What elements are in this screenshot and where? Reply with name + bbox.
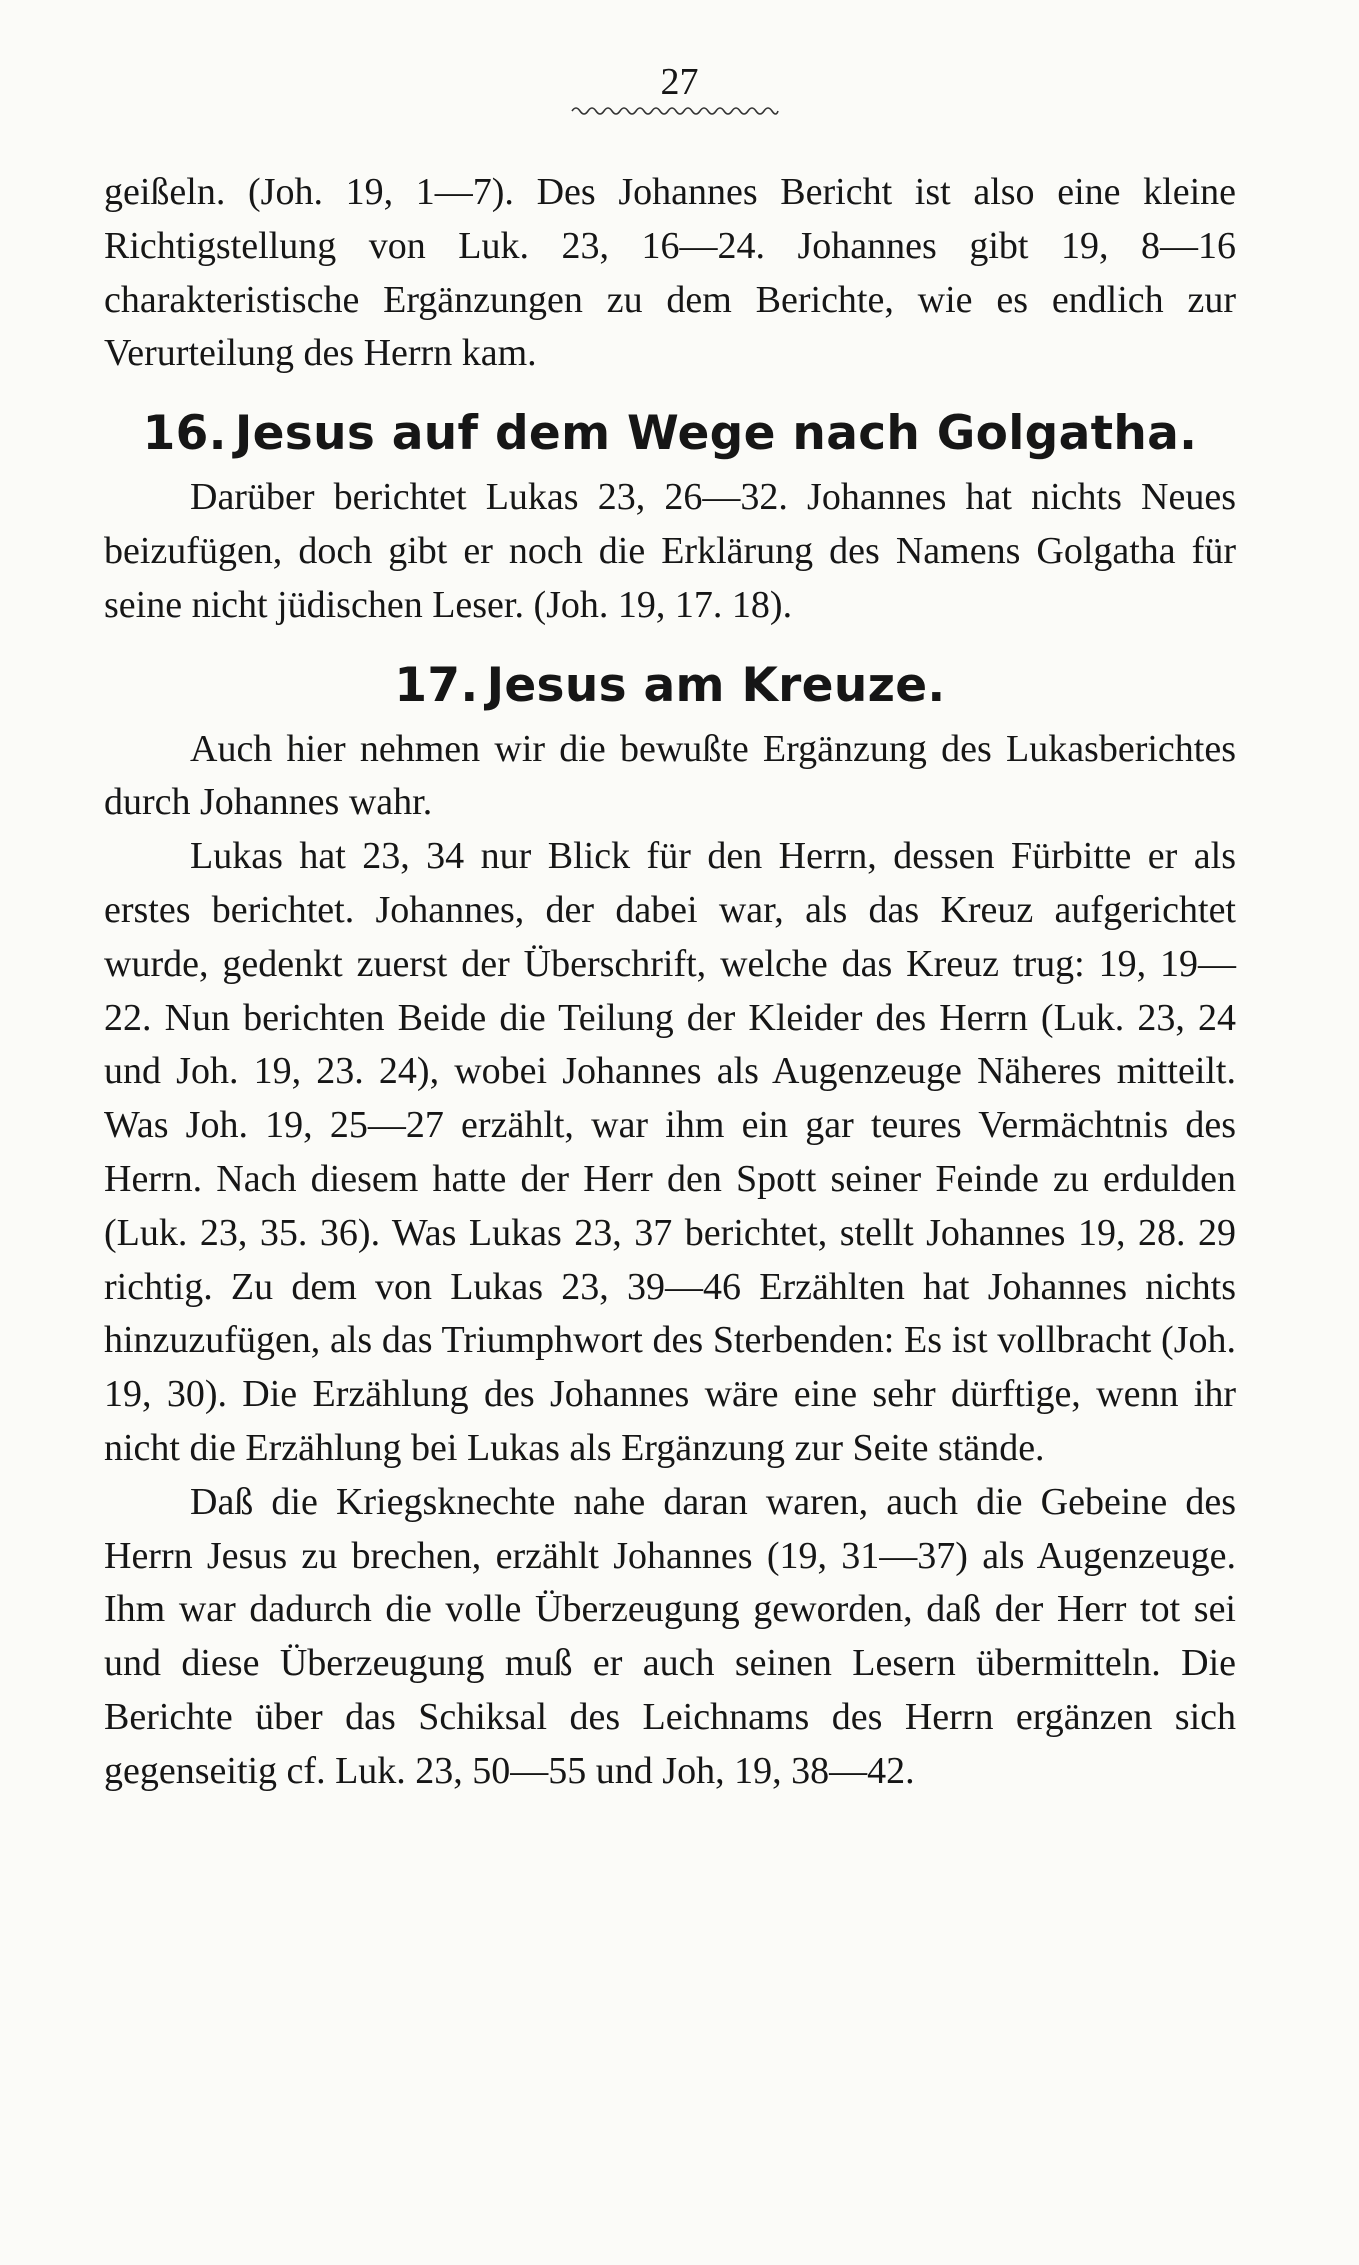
page-text bbox=[104, 166, 1236, 1799]
section-17-paragraph: Auch hier nehmen wir die bewußte Ergänzung des Lukasberichtes durch Johannes wahr. bbox=[104, 727, 1236, 824]
section-17-paragraph: Lukas hat 23, 34 nur Blick für den Herrn, dessen Fürbitte er als erstes berichtet. Johannes, der dabei war, als das Kreuz aufgerichtet wurde, gedenkt zuerst der Überschrift, welche das Kreuz trug: 19, 19—22. Nun berichten Beide die Teilung der Kleider des Herrn (Luk. 23, 24 und Joh. 19, 23. 24), wobei Johannes als Augenzeuge Näheres mitteilt. Was Joh. 19, 25—27 erzählt, war ihm ein gar teures Vermächtnis des Herrn. Nach diesem hatte der Herr den Spott seiner Feinde zu erdulden (Luk. 23, 35. 36). Was Lukas 23, 37 berichtet, stellt Johannes 19, 28. 29 richtig. Zu dem von Lukas 23, 39—46 Erzählten hat Johannes nichts hinzuzufügen, als das Triumphwort des Sterbenden: Es ist vollbracht (Joh. 19, 30). Die Erzählung des Johannes wäre eine sehr dürftige, wenn ihr nicht die Erzählung bei Lukas als Ergänzung zur Seite stände. bbox=[104, 835, 1236, 1469]
section-16-paragraph: Darüber berichtet Lukas 23, 26—32. Johannes hat nichts Neues beizufügen, doch gibt er noch die Erklärung des Namens Golgatha für seine nicht jüdischen Leser. (Joh. 19, 17. 18). bbox=[104, 476, 1236, 626]
section-17-paragraph: Daß die Kriegsknechte nahe daran waren, auch die Gebeine des Herrn Jesus zu brechen, erzählt Johannes (19, 31—37) als Augenzeuge. Ihm war dadurch die volle Überzeugung geworden, daß der Herr tot sei und diese Überzeugung muß er auch seinen Lesern übermitteln. Die Berichte über das Schiksal des Leichnams des Herrn ergänzen sich gegenseitig cf. Luk. 23, 50—55 und Joh, 19, 38—42. bbox=[104, 1480, 1236, 1792]
section-16-title: Jesus auf dem Wege nach Golgatha. bbox=[234, 406, 1198, 462]
section-17-heading bbox=[104, 655, 1236, 717]
section-17-title: Jesus am Kreuze. bbox=[486, 657, 946, 713]
intro-paragraph: geißeln. (Joh. 19, 1—7). Des Johannes Bericht ist also eine kleine Richtigstellung von Luk. 23, 16—24. Johannes gibt 19, 8—16 charakteristische Ergänzungen zu dem Berichte, wie es endlich zur Verurteilung des Herrn kam. bbox=[104, 171, 1236, 375]
section-16-heading bbox=[104, 403, 1236, 465]
page-number-ornament bbox=[570, 104, 780, 118]
section-17-number: 17. bbox=[394, 657, 479, 713]
page-number: 27 bbox=[660, 61, 699, 103]
section-16-number: 16. bbox=[142, 406, 227, 462]
